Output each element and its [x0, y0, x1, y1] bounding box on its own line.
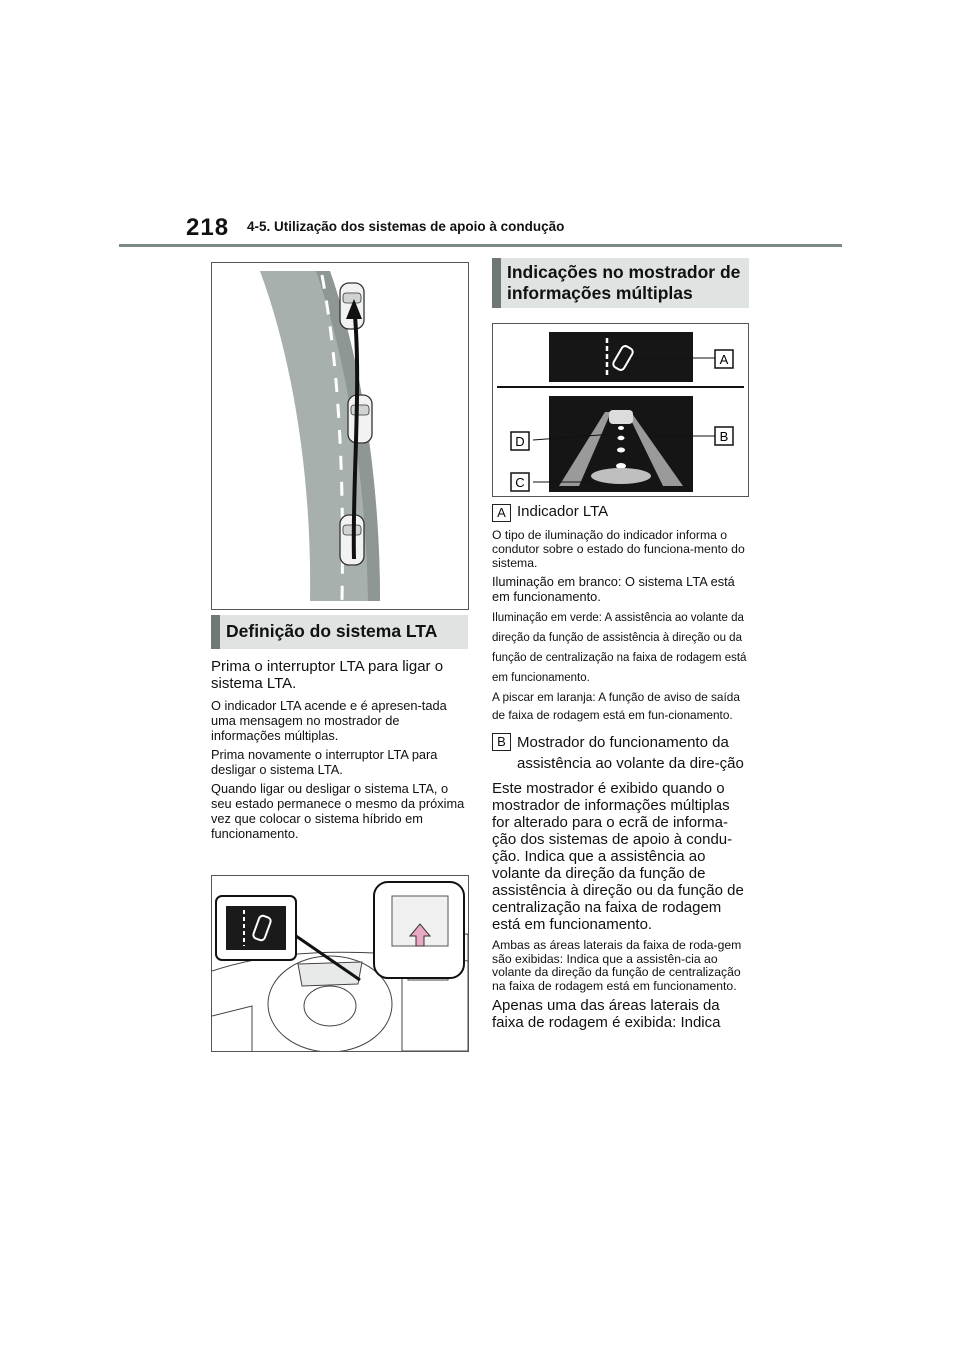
paragraph: Apenas uma das áreas laterais da faixa de rodagem é exibida: Indica — [492, 997, 721, 1031]
item-label-a: A — [492, 504, 511, 522]
item-title-b: Mostrador do funcionamento da assistência ao volante da dire-ção — [517, 734, 744, 772]
paragraph: Quando ligar ou desligar o sistema LTA, o seu estado permanece o mesmo da próxima vez que colocar o sistema híbrido em funcionamento. — [211, 781, 465, 841]
section-title: 4-5. Utilização dos sistemas de apoio à condução — [247, 219, 565, 234]
right-column — [492, 503, 749, 1037]
heading-lta-definition: Definição do sistema LTA — [211, 615, 468, 649]
item-b-heading — [492, 732, 749, 774]
figure-label-d: D — [515, 434, 525, 449]
page-number: 218 — [186, 214, 230, 241]
paragraph: Este mostrador é exibido quando o mostrador de informações múltiplas for alterado para o ecrã de informa-ção dos sistemas de apoio à condu-ção. Indica que a assistência ao volante da direção da função de assistência à direção ou da função de centralização na faixa de rodagem está em funcionamento. — [492, 780, 744, 933]
left-column — [211, 658, 468, 845]
display-illustration — [492, 323, 749, 497]
paragraph: Prima o interruptor LTA para ligar o sistema LTA. — [211, 658, 444, 692]
paragraph: Prima novamente o interruptor LTA para desligar o sistema LTA. — [211, 747, 438, 777]
figure-label-b: B — [719, 429, 729, 444]
paragraph: O indicador LTA acende e é apresen-tada uma mensagem no mostrador de informações múltiplas. — [211, 698, 447, 743]
heading-display-indications: Indicações no mostrador de informações múltiplas — [492, 258, 749, 308]
item-title-a: Indicador LTA — [517, 503, 609, 520]
paragraph: Iluminação em branco: O sistema LTA está em funcionamento. — [492, 574, 735, 604]
figure-label-c: C — [515, 475, 525, 490]
header-rule — [119, 244, 842, 247]
cockpit-illustration — [211, 875, 469, 1052]
road-illustration — [211, 262, 469, 610]
paragraph: A piscar em laranja: A função de aviso de saída de faixa de rodagem está em fun-cionamento. — [492, 690, 740, 722]
paragraph: Iluminação em verde: A assistência ao volante da direção da função de assistência à direção ou da função de centralização na faixa de rodagem está em funcionamento. — [492, 612, 747, 684]
item-a-heading — [492, 503, 749, 522]
figure-label-a: A — [719, 352, 729, 367]
paragraph: Ambas as áreas laterais da faixa de roda-gem são exibidas: Indica que a assistên-cia ao volante da direção da função de centralização na faixa de rodagem está em funcionamento. — [492, 938, 742, 993]
item-label-b: B — [492, 733, 511, 751]
paragraph: O tipo de iluminação do indicador informa o condutor sobre o estado do funciona-mento do sistema. — [492, 528, 745, 570]
